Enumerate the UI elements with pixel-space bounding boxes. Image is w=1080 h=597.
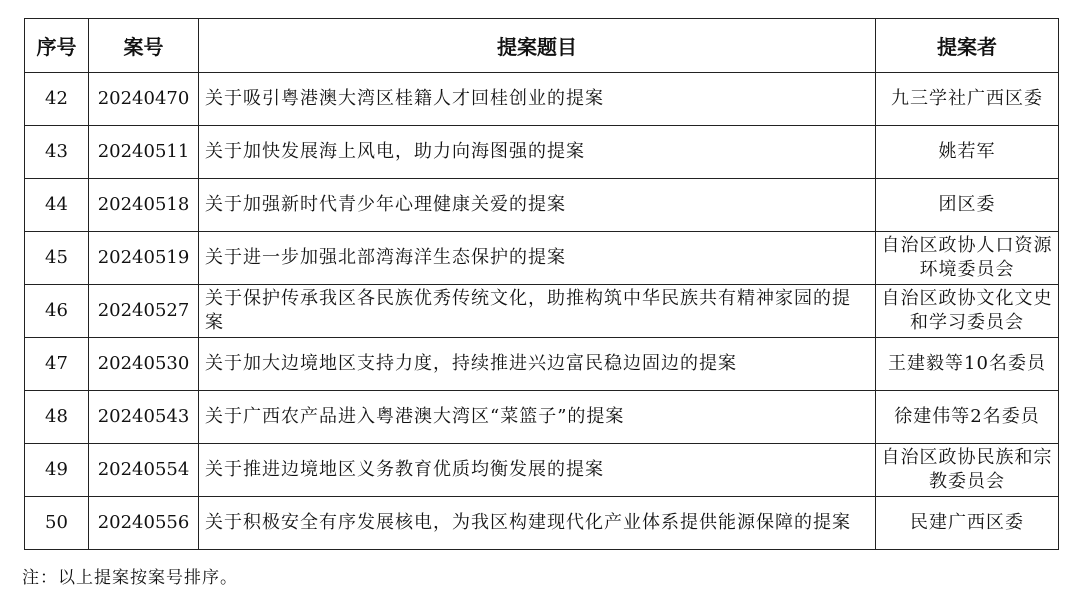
cell-case-no: 20240518 — [89, 179, 199, 232]
cell-author: 姚若军 — [876, 126, 1059, 179]
cell-case-no: 20240556 — [89, 497, 199, 550]
cell-title: 关于进一步加强北部湾海洋生态保护的提案 — [199, 232, 876, 285]
cell-case-no: 20240527 — [89, 285, 199, 338]
cell-title: 关于广西农产品进入粤港澳大湾区“菜篮子”的提案 — [199, 391, 876, 444]
cell-seq: 48 — [25, 391, 89, 444]
cell-author: 自治区政协人口资源环境委员会 — [876, 232, 1059, 285]
footnote: 注：以上提案按案号排序。 — [22, 568, 238, 588]
table-row — [25, 232, 1059, 285]
cell-title: 关于加大边境地区支持力度，持续推进兴边富民稳边固边的提案 — [199, 338, 876, 391]
cell-case-no: 20240554 — [89, 444, 199, 497]
cell-title: 关于推进边境地区义务教育优质均衡发展的提案 — [199, 444, 876, 497]
header-row — [25, 19, 1059, 73]
cell-author: 团区委 — [876, 179, 1059, 232]
table-row — [25, 126, 1059, 179]
table-row — [25, 338, 1059, 391]
cell-case-no: 20240543 — [89, 391, 199, 444]
cell-seq: 44 — [25, 179, 89, 232]
table-row — [25, 497, 1059, 550]
cell-case-no: 20240470 — [89, 73, 199, 126]
header-title: 提案题目 — [199, 19, 876, 73]
cell-author: 九三学社广西区委 — [876, 73, 1059, 126]
proposal-table — [24, 18, 1059, 550]
cell-author: 自治区政协文化文史和学习委员会 — [876, 285, 1059, 338]
cell-author: 王建毅等10名委员 — [876, 338, 1059, 391]
proposal-table-container — [24, 18, 1058, 550]
cell-title: 关于加强新时代青少年心理健康关爱的提案 — [199, 179, 876, 232]
table-row — [25, 391, 1059, 444]
cell-case-no: 20240530 — [89, 338, 199, 391]
cell-author: 自治区政协民族和宗教委员会 — [876, 444, 1059, 497]
table-row — [25, 444, 1059, 497]
cell-author: 民建广西区委 — [876, 497, 1059, 550]
cell-title: 关于积极安全有序发展核电，为我区构建现代化产业体系提供能源保障的提案 — [199, 497, 876, 550]
table-header — [25, 19, 1059, 73]
cell-seq: 46 — [25, 285, 89, 338]
table-row — [25, 285, 1059, 338]
table-body — [25, 73, 1059, 550]
cell-seq: 43 — [25, 126, 89, 179]
cell-seq: 50 — [25, 497, 89, 550]
cell-title: 关于吸引粤港澳大湾区桂籍人才回桂创业的提案 — [199, 73, 876, 126]
cell-seq: 47 — [25, 338, 89, 391]
cell-seq: 49 — [25, 444, 89, 497]
cell-seq: 45 — [25, 232, 89, 285]
cell-case-no: 20240511 — [89, 126, 199, 179]
cell-author: 徐建伟等2名委员 — [876, 391, 1059, 444]
header-seq: 序号 — [25, 19, 89, 73]
cell-title: 关于保护传承我区各民族优秀传统文化，助推构筑中华民族共有精神家园的提案 — [199, 285, 876, 338]
cell-title: 关于加快发展海上风电，助力向海图强的提案 — [199, 126, 876, 179]
table-row — [25, 179, 1059, 232]
cell-case-no: 20240519 — [89, 232, 199, 285]
table-row — [25, 73, 1059, 126]
header-author: 提案者 — [876, 19, 1059, 73]
cell-seq: 42 — [25, 73, 89, 126]
header-case-no: 案号 — [89, 19, 199, 73]
